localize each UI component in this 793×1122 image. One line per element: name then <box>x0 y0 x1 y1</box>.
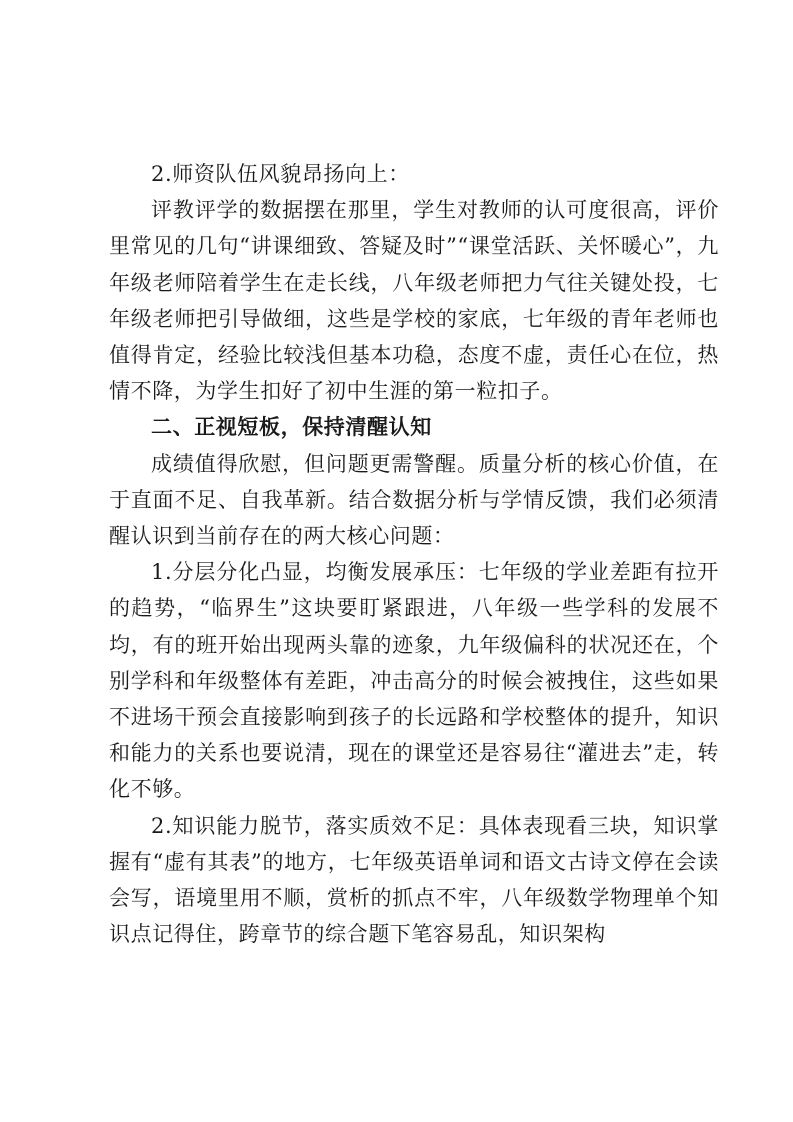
paragraph-problem-2: 2.知识能力脱节，落实质效不足：具体表现看三块，知识掌握有“虚有其表”的地方，七年级英语单词和语文古诗文停在会读会写，语境里用不顺，赏析的抓点不牢，八年级数学物理单个知识点记得住，跨章节的综合题下笔容易乱，知识架构 <box>109 813 719 947</box>
paragraph-teacher-evaluation: 评教评学的数据摆在那里，学生对教师的认可度很高，评价里常见的几句“讲课细致、答疑及时”“课堂活跃、关怀暖心”，九年级老师陪着学生在走长线，八年级老师把力气往关键处投，七年级老师把引导做细，这些是学校的家底，七年级的青年老师也值得肯定，经验比较浅但基本功稳，态度不虚，责任心在位，热情不降，为学生扣好了初中生涯的第一粒扣子。 <box>109 198 719 404</box>
document-body <box>109 156 719 952</box>
paragraph-problem-1: 1.分层分化凸显，均衡发展承压：七年级的学业差距有拉开的趋势，“临界生”这块要盯紧跟进，八年级一些学科的发展不均，有的班开始出现两头靠的迹象，九年级偏科的状况还在，个别学科和年级整体有差距，冲击高分的时候会被拽住，这些如果不进场干预会直接影响到孩子的长远路和学校整体的提升，知识和能力的关系也要说清，现在的课堂还是容易往“灌进去”走，转化不够。 <box>109 560 719 802</box>
subheading-teacher-team: 2.师资队伍风貌昂扬向上： <box>151 162 410 186</box>
paragraph-intro-problems: 成绩值得欣慰，但问题更需警醒。质量分析的核心价值，在于直面不足、自我革新。结合数据分析与学情反馈，我们必须清醒认识到当前存在的两大核心问题： <box>109 451 719 549</box>
section-heading-shortcomings: 二、正视短板，保持清醒认知 <box>151 414 432 440</box>
